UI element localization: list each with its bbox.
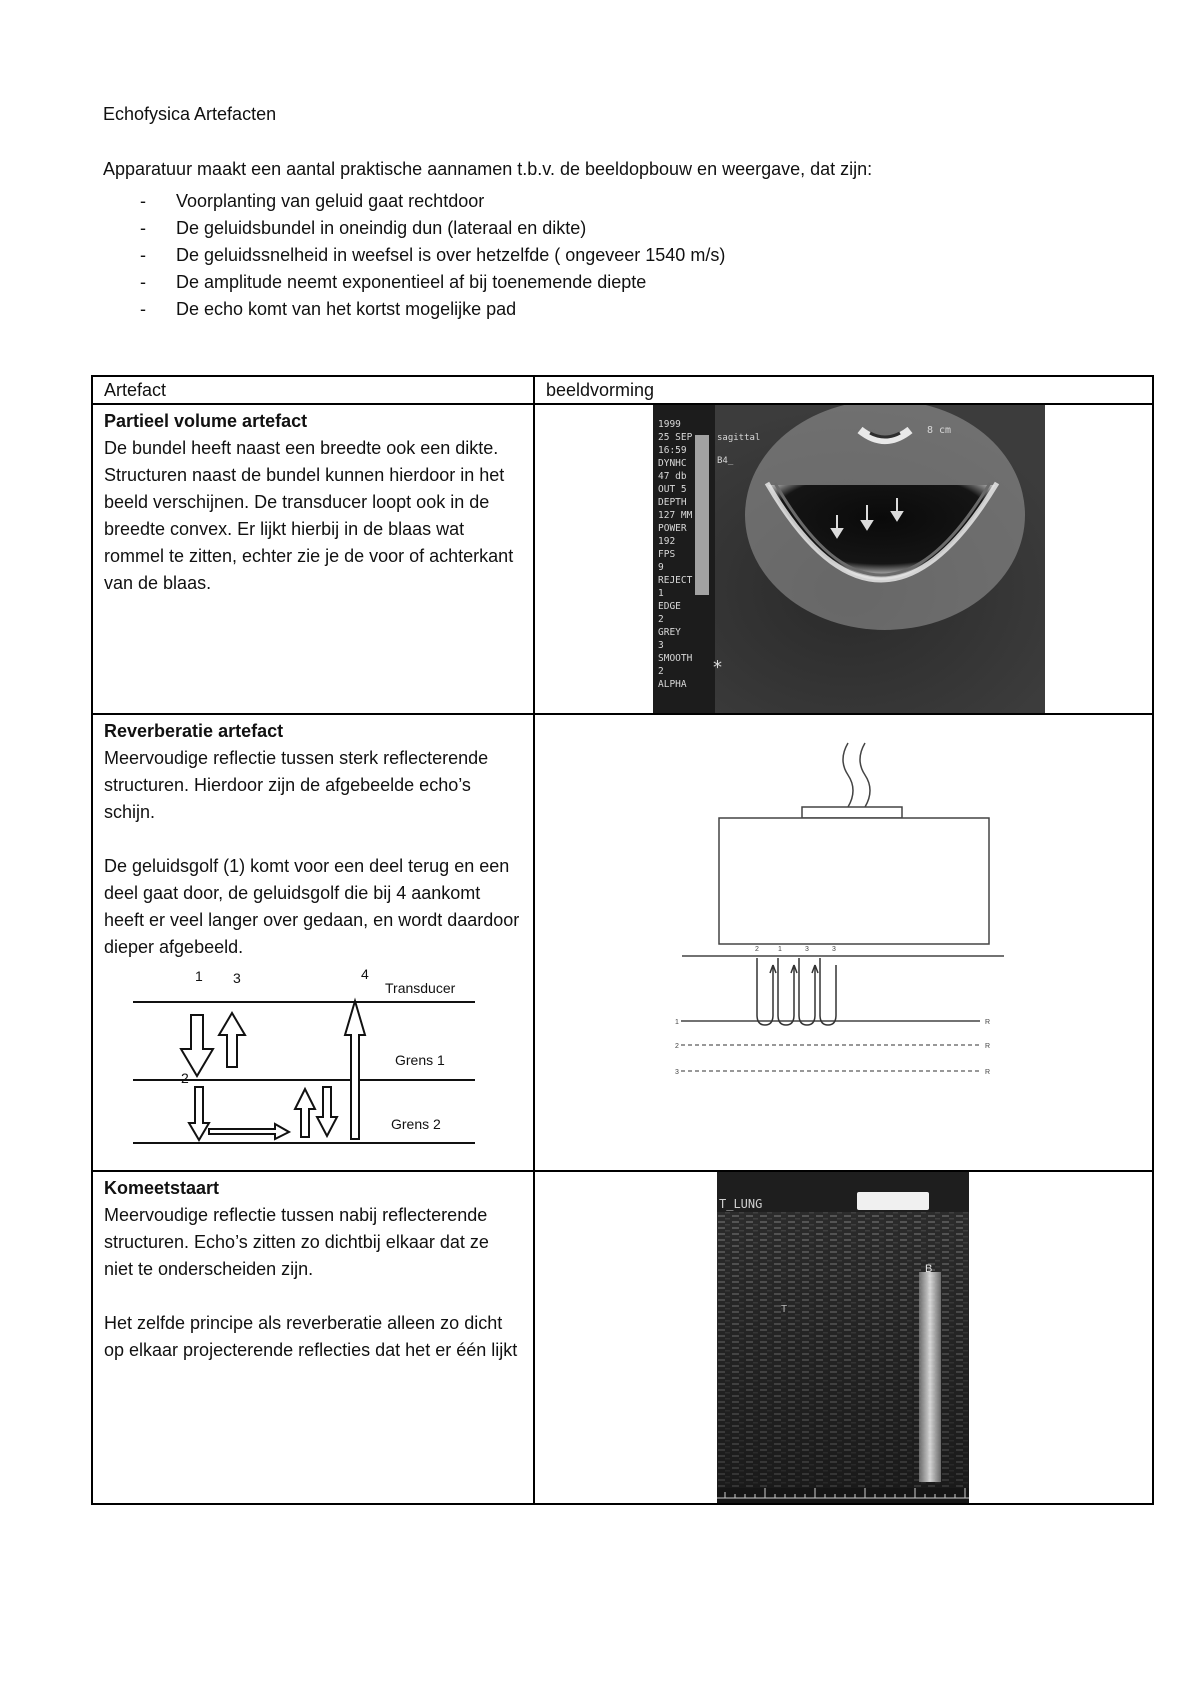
comet-tail xyxy=(919,1272,941,1482)
list-item: - De amplitude neemt exponentieel af bij toenemende diepte xyxy=(140,269,725,296)
svg-text:DEPTH: DEPTH xyxy=(658,497,687,508)
artefact-description: Meervoudige reflectie tussen sterk reflecterende structuren. Hierdoor zijn de afgebeelde echo’s schijn. xyxy=(104,748,489,822)
up-arrow-icon xyxy=(295,1089,315,1137)
header-beeldvorming: beeldvorming xyxy=(534,376,1153,404)
artefact-cell xyxy=(92,714,534,1171)
diagram-number: 3 xyxy=(805,946,809,953)
svg-text:1: 1 xyxy=(658,588,664,599)
svg-text:EDGE: EDGE xyxy=(658,601,681,612)
artefact-heading: Partieel volume artefact xyxy=(104,411,308,431)
overlay-label: T_LUNG xyxy=(719,1197,763,1211)
list-item: - De geluidssnelheid in weefsel is over hetzelfde ( ongeveer 1540 m/s) xyxy=(140,242,725,269)
down-arrow-icon xyxy=(189,1087,209,1140)
image-cell xyxy=(534,714,1153,1171)
artefact-description: De geluidsgolf (1) komt voor een deel terug en een deel gaat door, de geluidsgolf die bij 4 aankomt heeft er veel langer over gedaan, en wordt daardoor dieper afgebeeld. xyxy=(104,856,520,957)
image-cell xyxy=(534,404,1153,714)
marker-label: B xyxy=(925,1263,933,1275)
artefact-heading: Komeetstaart xyxy=(104,1178,220,1198)
diagram-number: 3 xyxy=(832,946,836,953)
bullet-dash: - xyxy=(140,272,146,292)
star-icon: * xyxy=(713,657,722,678)
svg-text:REJECT: REJECT xyxy=(658,575,693,586)
svg-text:POWER: POWER xyxy=(658,523,687,534)
svg-text:2: 2 xyxy=(658,614,664,625)
image-cell xyxy=(534,1171,1153,1504)
artefact-cell xyxy=(92,404,534,714)
depth-label: 8 cm xyxy=(927,425,952,436)
up-arrow-icon xyxy=(219,1013,245,1067)
diagram-mark: R xyxy=(985,1019,991,1026)
diagram-number: 3 xyxy=(675,1069,679,1076)
svg-text:16:59: 16:59 xyxy=(658,445,687,456)
svg-text:2: 2 xyxy=(658,666,664,677)
svg-text:DYNHC: DYNHC xyxy=(658,458,687,469)
svg-text:FPS: FPS xyxy=(658,549,676,560)
svg-text:192: 192 xyxy=(658,536,676,547)
bullet-dash: - xyxy=(140,191,146,211)
list-item: - De geluidsbundel in oneindig dun (lateraal en dikte) xyxy=(140,215,725,242)
header-artefact: Artefact xyxy=(92,376,534,404)
svg-text:47 db: 47 db xyxy=(658,471,687,482)
bullet-dash: - xyxy=(140,218,146,238)
diagram-mark: R xyxy=(985,1069,991,1076)
artefact-cell xyxy=(92,1171,534,1504)
right-arrow-icon xyxy=(209,1124,289,1139)
svg-text:1999: 1999 xyxy=(658,419,681,430)
up-arrow-icon xyxy=(345,1001,365,1139)
diagram-number: 1 xyxy=(195,968,203,984)
svg-text:ALPHA: ALPHA xyxy=(658,679,687,690)
diagram-number: 2 xyxy=(675,1043,679,1050)
table-row xyxy=(92,404,1153,714)
bullet-dash: - xyxy=(140,299,146,319)
svg-text:9: 9 xyxy=(658,562,664,573)
svg-text:SMOOTH: SMOOTH xyxy=(658,653,693,664)
page-title: Echofysica Artefacten xyxy=(103,104,277,124)
reverberation-schematic xyxy=(535,715,1154,1170)
marker-label: T xyxy=(781,1304,788,1315)
svg-text:25 SEP: 25 SEP xyxy=(658,432,693,443)
grens2-label: Grens 2 xyxy=(391,1116,441,1132)
overlay-label: sagittal xyxy=(717,433,761,443)
diagram-mark: R xyxy=(985,1043,991,1050)
table-header-row xyxy=(92,376,1153,404)
overlay-box xyxy=(857,1192,929,1210)
down-arrow-icon xyxy=(317,1087,337,1136)
artefact-heading: Reverberatie artefact xyxy=(104,721,284,741)
artefact-description: Meervoudige reflectie tussen nabij reflecterende structuren. Echo’s zitten zo dichtbij elkaar dat ze niet te onderscheiden zijn. xyxy=(104,1205,489,1279)
ultrasound-lung-image xyxy=(535,1172,1154,1503)
diagram-number: 1 xyxy=(675,1019,679,1026)
grens1-label: Grens 1 xyxy=(395,1052,445,1068)
table-row xyxy=(92,714,1153,1171)
assumption-list xyxy=(140,188,725,323)
reflection-paths xyxy=(757,958,836,1025)
diagram-number: 4 xyxy=(361,966,369,982)
reverberation-arrow-diagram xyxy=(133,963,533,1168)
svg-text:GREY: GREY xyxy=(658,627,681,638)
overlay-label: B4_ xyxy=(717,456,734,466)
diagram-number: 1 xyxy=(778,946,782,953)
svg-text:OUT 5: OUT 5 xyxy=(658,484,687,495)
intro-text: Apparatuur maakt een aantal praktische aannamen t.b.v. de beeldopbouw en weergave, dat zijn: xyxy=(103,159,873,179)
bullet-dash: - xyxy=(140,245,146,265)
table-row xyxy=(92,1171,1153,1504)
artefact-description: De bundel heeft naast een breedte ook een dikte. Structuren naast de bundel kunnen hierdoor in het beeld verschijnen. De transducer loopt ook in de breedte convex. Er lijkt hierbij in de blaas wat rommel te zitten, echter zie je de voor of achterkant van de blaas. xyxy=(104,438,514,593)
list-item: - De echo komt van het kortst mogelijke pad xyxy=(140,296,725,323)
transducer-label: Transducer xyxy=(385,980,456,996)
artefact-description: Het zelfde principe als reverberatie alleen zo dicht op elkaar projecterende reflecties dat het er één lijkt xyxy=(104,1313,518,1360)
artefact-table xyxy=(91,375,1154,1505)
diagram-number: 2 xyxy=(755,946,759,953)
ultrasound-bladder-image xyxy=(535,405,1154,713)
svg-text:127 MM: 127 MM xyxy=(658,510,693,521)
diagram-number: 3 xyxy=(233,970,241,986)
diagram-number: 2 xyxy=(181,1070,189,1086)
down-arrow-icon xyxy=(181,1015,213,1076)
svg-text:3: 3 xyxy=(658,640,664,651)
list-item: - Voorplanting van geluid gaat rechtdoor xyxy=(140,188,725,215)
